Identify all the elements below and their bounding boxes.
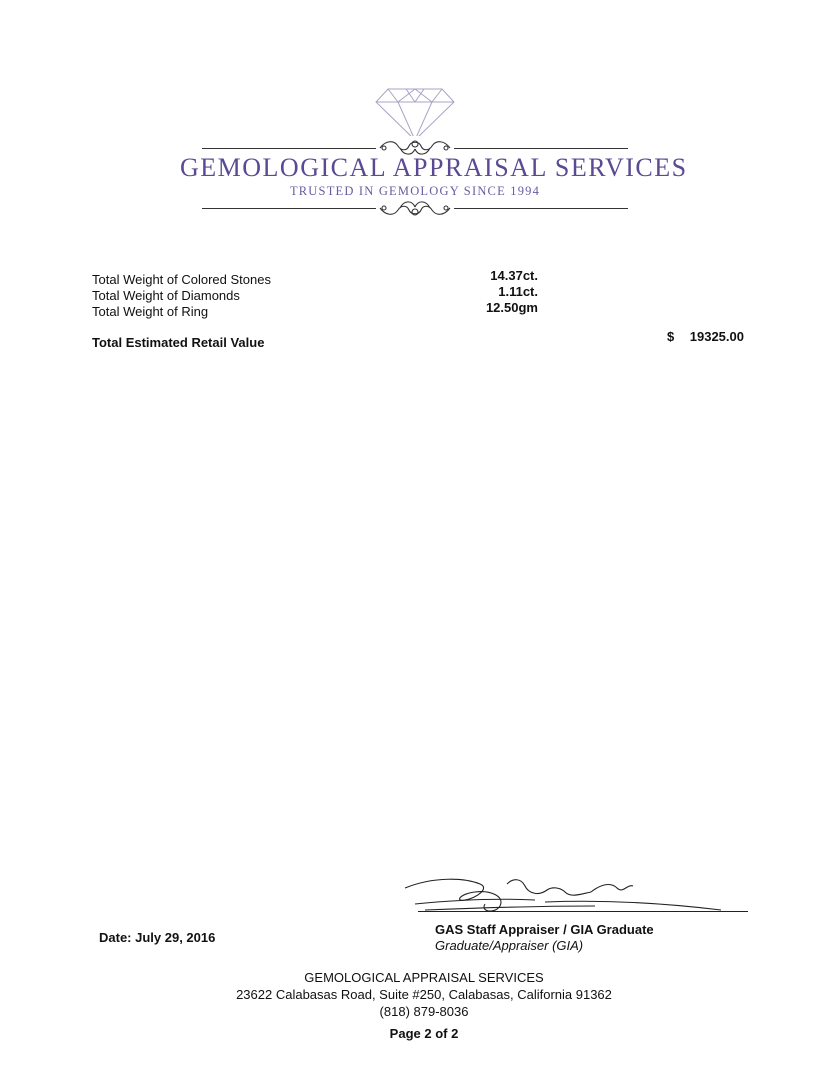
page-number: Page 2 of 2: [389, 1026, 459, 1041]
total-currency: $: [667, 329, 675, 344]
summary-value-ring: 12.50gm: [485, 300, 538, 315]
summary-label-ring: Total Weight of Ring: [92, 304, 209, 319]
footer-company: GEMOLOGICAL APPRAISAL SERVICES: [304, 970, 544, 985]
signature: [395, 870, 725, 920]
appraiser-subtitle: Graduate/Appraiser (GIA): [435, 938, 584, 953]
logo-tagline: TRUSTED IN GEMOLOGY SINCE 1994: [289, 184, 541, 198]
total-label: Total Estimated Retail Value: [92, 335, 265, 350]
signature-line: [418, 911, 748, 912]
signature-date: Date: July 29, 2016: [99, 930, 216, 945]
summary-value-colored-stones: 14.37ct.: [490, 268, 538, 283]
diamond-logo-icon: [370, 86, 460, 142]
appraiser-title: GAS Staff Appraiser / GIA Graduate: [435, 922, 654, 937]
summary-value-diamonds: 1.11ct.: [498, 284, 538, 299]
total-value: 19325.00: [689, 329, 744, 344]
summary-label-colored-stones: Total Weight of Colored Stones: [92, 272, 271, 287]
summary-label-diamonds: Total Weight of Diamonds: [92, 288, 240, 303]
logo-company-name: GEMOLOGICAL APPRAISAL SERVICES: [180, 153, 688, 182]
flourish-ornament-icon: [376, 198, 454, 222]
footer-phone: (818) 879-8036: [379, 1004, 469, 1019]
footer-address: 23622 Calabasas Road, Suite #250, Calabasas, California 91362: [236, 987, 612, 1002]
